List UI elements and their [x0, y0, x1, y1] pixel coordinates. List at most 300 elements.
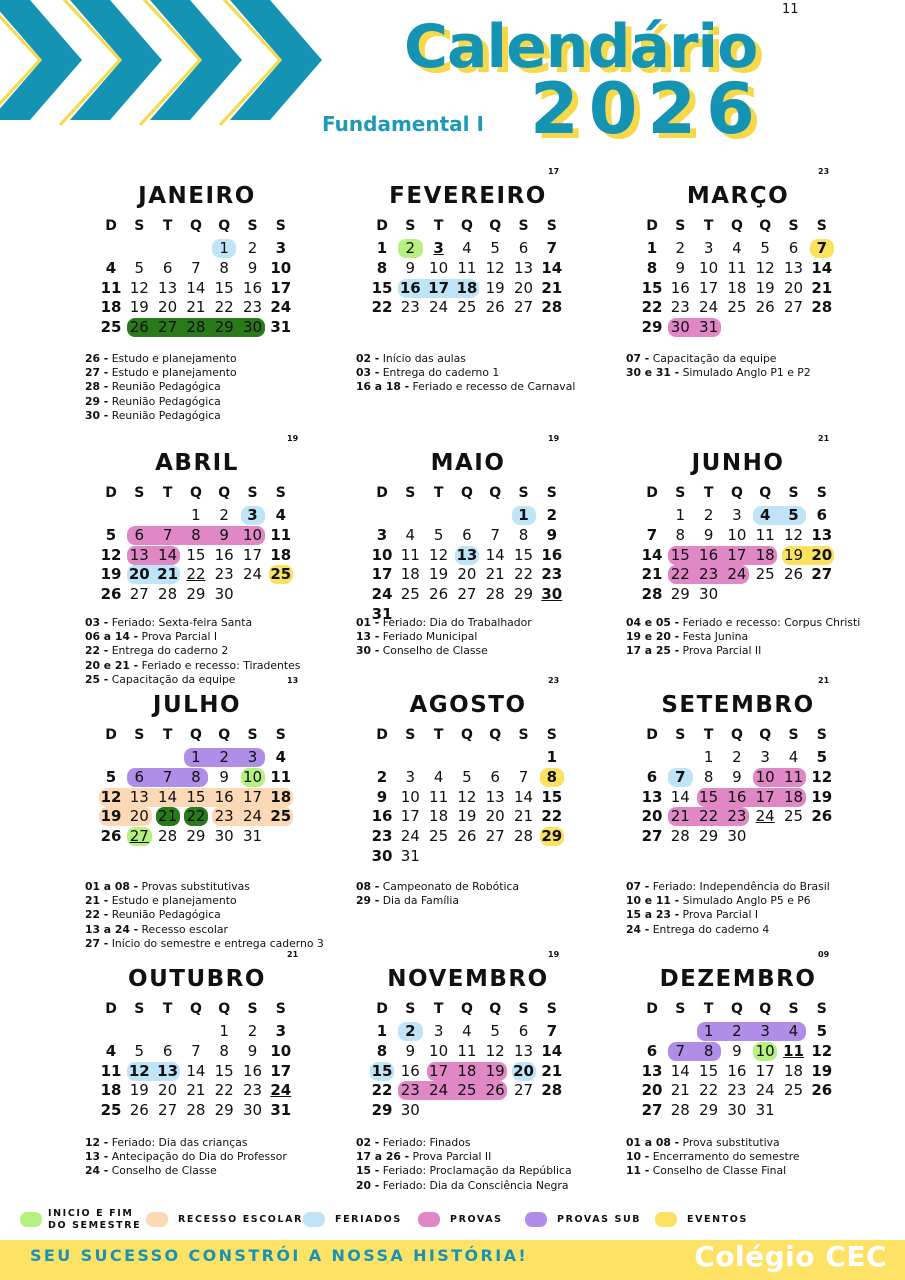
- day-cell[interactable]: 1: [518, 506, 529, 524]
- day-cell[interactable]: 9: [546, 525, 558, 544]
- day-cell[interactable]: 13: [641, 1061, 663, 1080]
- day-cell[interactable]: 30: [727, 1101, 747, 1120]
- day-cell[interactable]: 27: [811, 565, 833, 584]
- day-cell[interactable]: 20: [158, 298, 178, 317]
- day-cell[interactable]: 14: [158, 787, 178, 806]
- day-cell[interactable]: 24: [270, 298, 292, 317]
- day-cell[interactable]: 30: [214, 585, 234, 604]
- day-cell[interactable]: 9: [219, 525, 229, 544]
- day-cell[interactable]: 14: [186, 1061, 206, 1080]
- day-cell[interactable]: 24: [242, 807, 263, 826]
- day-cell[interactable]: 7: [191, 1041, 201, 1060]
- day-cell[interactable]: 15: [371, 278, 393, 297]
- day-cell[interactable]: 3: [275, 239, 287, 257]
- day-cell[interactable]: 6: [646, 767, 658, 786]
- day-cell[interactable]: 3: [433, 1022, 444, 1040]
- day-cell[interactable]: 8: [703, 767, 714, 786]
- day-cell[interactable]: 20: [811, 545, 833, 564]
- day-cell[interactable]: 4: [433, 767, 444, 786]
- day-cell[interactable]: 11: [783, 1041, 804, 1060]
- day-cell[interactable]: 13: [157, 1061, 179, 1080]
- day-cell[interactable]: 13: [129, 545, 149, 564]
- day-cell[interactable]: 6: [462, 525, 472, 544]
- day-cell[interactable]: 24: [371, 585, 393, 604]
- day-cell[interactable]: 2: [219, 748, 229, 766]
- day-cell[interactable]: 29: [214, 1101, 234, 1120]
- day-cell[interactable]: 31: [755, 1101, 775, 1120]
- day-cell[interactable]: 10: [429, 258, 449, 277]
- day-cell[interactable]: 27: [129, 585, 149, 604]
- day-cell[interactable]: 12: [811, 1041, 833, 1060]
- day-cell[interactable]: 24: [429, 298, 449, 317]
- day-cell[interactable]: 8: [376, 258, 388, 277]
- day-cell[interactable]: 22: [214, 298, 234, 317]
- day-cell[interactable]: 7: [546, 1022, 558, 1040]
- day-cell[interactable]: 11: [270, 767, 292, 786]
- day-cell[interactable]: 18: [755, 545, 775, 564]
- day-cell[interactable]: 2: [675, 239, 686, 257]
- day-cell[interactable]: 16: [214, 787, 234, 806]
- day-cell[interactable]: 19: [429, 565, 449, 584]
- day-cell[interactable]: 4: [788, 748, 799, 766]
- day-cell[interactable]: 19: [811, 1061, 833, 1080]
- day-cell[interactable]: 25: [755, 565, 775, 584]
- day-cell[interactable]: 28: [186, 1101, 206, 1120]
- day-cell[interactable]: 28: [641, 585, 663, 604]
- day-cell[interactable]: 22: [699, 1081, 719, 1100]
- day-cell[interactable]: 20: [783, 278, 804, 297]
- day-cell[interactable]: 18: [100, 298, 122, 317]
- day-cell[interactable]: 17: [270, 278, 292, 297]
- day-cell[interactable]: 15: [186, 787, 206, 806]
- day-cell[interactable]: 7: [646, 525, 658, 544]
- day-cell[interactable]: 14: [670, 787, 690, 806]
- day-cell[interactable]: 4: [105, 258, 117, 277]
- day-cell[interactable]: 28: [186, 318, 206, 337]
- day-cell[interactable]: 11: [755, 525, 775, 544]
- day-cell[interactable]: 7: [518, 767, 529, 786]
- day-cell[interactable]: 7: [191, 258, 201, 277]
- day-cell[interactable]: 14: [485, 545, 505, 564]
- day-cell[interactable]: 11: [400, 545, 420, 564]
- day-cell[interactable]: 9: [247, 258, 258, 277]
- day-cell[interactable]: 16: [727, 1061, 747, 1080]
- day-cell[interactable]: 17: [371, 565, 393, 584]
- day-cell[interactable]: 1: [703, 1022, 714, 1040]
- day-cell[interactable]: 12: [485, 1041, 505, 1060]
- day-cell[interactable]: 22: [371, 1081, 393, 1100]
- day-cell[interactable]: 7: [675, 1041, 686, 1060]
- day-cell[interactable]: 20: [641, 1081, 663, 1100]
- day-cell[interactable]: 4: [105, 1041, 117, 1060]
- day-cell[interactable]: 8: [219, 258, 229, 277]
- day-cell[interactable]: 13: [641, 787, 663, 806]
- day-cell[interactable]: 29: [371, 1101, 393, 1120]
- day-cell[interactable]: 15: [699, 787, 719, 806]
- day-cell[interactable]: 21: [158, 807, 178, 826]
- day-cell[interactable]: 23: [670, 298, 690, 317]
- day-cell[interactable]: 5: [105, 767, 117, 786]
- day-cell[interactable]: 10: [270, 258, 292, 277]
- day-cell[interactable]: 22: [513, 565, 534, 584]
- day-cell[interactable]: 17: [242, 787, 263, 806]
- day-cell[interactable]: 22: [641, 298, 663, 317]
- day-cell[interactable]: 11: [100, 1061, 122, 1080]
- day-cell[interactable]: 25: [100, 318, 122, 337]
- day-cell[interactable]: 17: [755, 1061, 775, 1080]
- day-cell[interactable]: 21: [670, 1081, 690, 1100]
- day-cell[interactable]: 1: [703, 748, 714, 766]
- day-cell[interactable]: 2: [732, 748, 742, 766]
- day-cell[interactable]: 16: [399, 278, 421, 297]
- day-cell[interactable]: 8: [191, 525, 201, 544]
- day-cell[interactable]: 26: [429, 585, 449, 604]
- day-cell[interactable]: 3: [405, 767, 416, 786]
- day-cell[interactable]: 12: [811, 767, 833, 786]
- day-cell[interactable]: 3: [275, 1022, 287, 1040]
- day-cell[interactable]: 23: [727, 1081, 747, 1100]
- day-cell[interactable]: 28: [811, 298, 833, 317]
- day-cell[interactable]: 1: [546, 748, 558, 766]
- day-cell[interactable]: 26: [129, 318, 149, 337]
- day-cell[interactable]: 4: [405, 525, 416, 544]
- day-cell[interactable]: 29: [699, 827, 719, 846]
- day-cell[interactable]: 11: [100, 278, 122, 297]
- day-cell[interactable]: 26: [783, 565, 804, 584]
- day-cell[interactable]: 12: [100, 787, 122, 806]
- day-cell[interactable]: 2: [703, 506, 714, 524]
- day-cell[interactable]: 26: [811, 807, 833, 826]
- day-cell[interactable]: 21: [485, 565, 505, 584]
- day-cell[interactable]: 19: [811, 787, 833, 806]
- day-cell[interactable]: 25: [270, 565, 292, 584]
- day-cell[interactable]: 14: [186, 278, 206, 297]
- day-cell[interactable]: 26: [457, 827, 477, 846]
- day-cell[interactable]: 19: [129, 298, 149, 317]
- day-cell[interactable]: 26: [811, 1081, 833, 1100]
- day-cell[interactable]: 3: [247, 748, 258, 766]
- day-cell[interactable]: 29: [670, 585, 690, 604]
- day-cell[interactable]: 17: [727, 545, 747, 564]
- day-cell[interactable]: 29: [186, 827, 206, 846]
- day-cell[interactable]: 13: [811, 525, 833, 544]
- day-cell[interactable]: 18: [400, 565, 420, 584]
- day-cell[interactable]: 26: [100, 827, 122, 846]
- day-cell[interactable]: 15: [699, 1061, 719, 1080]
- day-cell[interactable]: 22: [186, 807, 206, 826]
- day-cell[interactable]: 20: [128, 565, 150, 584]
- day-cell[interactable]: 23: [400, 1081, 420, 1100]
- day-cell[interactable]: 20: [641, 807, 663, 826]
- day-cell[interactable]: 14: [513, 787, 534, 806]
- day-cell[interactable]: 8: [191, 767, 201, 786]
- day-cell[interactable]: 27: [485, 827, 505, 846]
- day-cell[interactable]: 26: [100, 585, 122, 604]
- day-cell[interactable]: 13: [485, 787, 505, 806]
- day-cell[interactable]: 2: [405, 239, 416, 257]
- day-cell[interactable]: 19: [783, 545, 804, 564]
- day-cell[interactable]: 9: [247, 1041, 258, 1060]
- day-cell[interactable]: 8: [518, 525, 529, 544]
- day-cell[interactable]: 17: [242, 545, 263, 564]
- day-cell[interactable]: 6: [162, 258, 173, 277]
- day-cell[interactable]: 27: [783, 298, 804, 317]
- day-cell[interactable]: 25: [457, 298, 477, 317]
- day-cell[interactable]: 24: [400, 827, 420, 846]
- day-cell[interactable]: 25: [100, 1101, 122, 1120]
- day-cell[interactable]: 9: [405, 258, 416, 277]
- day-cell[interactable]: 28: [513, 827, 534, 846]
- day-cell[interactable]: 10: [727, 525, 747, 544]
- day-cell[interactable]: 7: [546, 239, 558, 257]
- day-cell[interactable]: 6: [646, 1041, 658, 1060]
- day-cell[interactable]: 22: [214, 1081, 234, 1100]
- day-cell[interactable]: 14: [541, 258, 563, 277]
- day-cell[interactable]: 8: [703, 1041, 714, 1060]
- day-cell[interactable]: 31: [371, 605, 393, 623]
- day-cell[interactable]: 20: [457, 565, 477, 584]
- day-cell[interactable]: 2: [732, 1022, 742, 1040]
- day-cell[interactable]: 25: [727, 298, 747, 317]
- day-cell[interactable]: 25: [429, 827, 449, 846]
- day-cell[interactable]: 10: [242, 767, 263, 786]
- day-cell[interactable]: 2: [247, 1022, 258, 1040]
- day-cell[interactable]: 29: [541, 827, 563, 846]
- day-cell[interactable]: 19: [457, 807, 477, 826]
- day-cell[interactable]: 21: [186, 1081, 206, 1100]
- day-cell[interactable]: 17: [699, 278, 719, 297]
- day-cell[interactable]: 27: [513, 1081, 534, 1100]
- day-cell[interactable]: 16: [242, 1061, 263, 1080]
- day-cell[interactable]: 19: [100, 807, 122, 826]
- day-cell[interactable]: 24: [429, 1081, 449, 1100]
- day-cell[interactable]: 16: [242, 278, 263, 297]
- day-cell[interactable]: 30: [670, 318, 690, 337]
- day-cell[interactable]: 6: [134, 525, 145, 544]
- day-cell[interactable]: 6: [490, 767, 500, 786]
- day-cell[interactable]: 6: [788, 239, 799, 257]
- day-cell[interactable]: 13: [129, 787, 149, 806]
- day-cell[interactable]: 11: [270, 525, 292, 544]
- day-cell[interactable]: 9: [732, 767, 742, 786]
- day-cell[interactable]: 15: [541, 787, 563, 806]
- day-cell[interactable]: 25: [783, 1081, 804, 1100]
- day-cell[interactable]: 29: [513, 585, 534, 604]
- day-cell[interactable]: 14: [158, 545, 178, 564]
- day-cell[interactable]: 13: [513, 1041, 534, 1060]
- day-cell[interactable]: 5: [462, 767, 472, 786]
- day-cell[interactable]: 2: [376, 767, 388, 786]
- day-cell[interactable]: 19: [129, 1081, 149, 1100]
- day-cell[interactable]: 24: [270, 1081, 292, 1100]
- day-cell[interactable]: 7: [162, 767, 173, 786]
- day-cell[interactable]: 21: [541, 1061, 563, 1080]
- day-cell[interactable]: 3: [760, 1022, 770, 1040]
- day-cell[interactable]: 23: [214, 565, 234, 584]
- day-cell[interactable]: 15: [371, 1061, 393, 1080]
- day-cell[interactable]: 15: [214, 278, 234, 297]
- day-cell[interactable]: 4: [462, 1022, 472, 1040]
- day-cell[interactable]: 7: [162, 525, 173, 544]
- day-cell[interactable]: 2: [546, 506, 558, 524]
- day-cell[interactable]: 31: [400, 847, 420, 865]
- day-cell[interactable]: 18: [727, 278, 747, 297]
- day-cell[interactable]: 4: [759, 506, 771, 524]
- day-cell[interactable]: 10: [429, 1041, 449, 1060]
- day-cell[interactable]: 24: [242, 565, 263, 584]
- day-cell[interactable]: 27: [158, 318, 178, 337]
- day-cell[interactable]: 20: [158, 1081, 178, 1100]
- day-cell[interactable]: 12: [129, 278, 149, 297]
- day-cell[interactable]: 21: [186, 298, 206, 317]
- day-cell[interactable]: 25: [270, 807, 292, 826]
- day-cell[interactable]: 23: [214, 807, 234, 826]
- day-cell[interactable]: 5: [816, 1022, 828, 1040]
- day-cell[interactable]: 25: [783, 807, 804, 826]
- day-cell[interactable]: 26: [485, 298, 505, 317]
- day-cell[interactable]: 5: [105, 525, 117, 544]
- day-cell[interactable]: 8: [546, 767, 558, 786]
- day-cell[interactable]: 3: [760, 748, 770, 766]
- day-cell[interactable]: 28: [541, 298, 563, 317]
- day-cell[interactable]: 16: [400, 1061, 420, 1080]
- day-cell[interactable]: 23: [242, 1081, 263, 1100]
- day-cell[interactable]: 5: [134, 1041, 145, 1060]
- day-cell[interactable]: 1: [376, 1022, 388, 1040]
- day-cell[interactable]: 6: [134, 767, 145, 786]
- day-cell[interactable]: 9: [405, 1041, 416, 1060]
- day-cell[interactable]: 27: [641, 1101, 663, 1120]
- day-cell[interactable]: 17: [400, 807, 420, 826]
- day-cell[interactable]: 5: [788, 506, 799, 524]
- day-cell[interactable]: 5: [433, 525, 444, 544]
- day-cell[interactable]: 18: [457, 1061, 477, 1080]
- day-cell[interactable]: 21: [513, 807, 534, 826]
- day-cell[interactable]: 5: [816, 748, 828, 766]
- day-cell[interactable]: 4: [732, 239, 742, 257]
- day-cell[interactable]: 3: [247, 506, 258, 524]
- day-cell[interactable]: 28: [670, 827, 690, 846]
- day-cell[interactable]: 11: [457, 258, 477, 277]
- day-cell[interactable]: 9: [376, 787, 388, 806]
- day-cell[interactable]: 2: [405, 1022, 416, 1040]
- day-cell[interactable]: 7: [816, 239, 828, 257]
- day-cell[interactable]: 4: [275, 506, 287, 524]
- day-cell[interactable]: 1: [219, 1022, 229, 1040]
- day-cell[interactable]: 10: [755, 1041, 775, 1060]
- day-cell[interactable]: 28: [158, 827, 178, 846]
- day-cell[interactable]: 22: [541, 807, 563, 826]
- day-cell[interactable]: 30: [242, 318, 263, 337]
- day-cell[interactable]: 21: [811, 278, 833, 297]
- day-cell[interactable]: 25: [457, 1081, 477, 1100]
- day-cell[interactable]: 8: [376, 1041, 388, 1060]
- day-cell[interactable]: 11: [429, 787, 449, 806]
- day-cell[interactable]: 3: [703, 239, 714, 257]
- day-cell[interactable]: 1: [376, 239, 388, 257]
- day-cell[interactable]: 28: [670, 1101, 690, 1120]
- day-cell[interactable]: 11: [727, 258, 747, 277]
- day-cell[interactable]: 13: [513, 258, 534, 277]
- day-cell[interactable]: 20: [513, 1061, 534, 1080]
- day-cell[interactable]: 28: [485, 585, 505, 604]
- day-cell[interactable]: 19: [755, 278, 775, 297]
- day-cell[interactable]: 27: [129, 827, 149, 846]
- day-cell[interactable]: 31: [699, 318, 719, 337]
- day-cell[interactable]: 16: [699, 545, 719, 564]
- day-cell[interactable]: 23: [727, 807, 747, 826]
- day-cell[interactable]: 18: [783, 1061, 804, 1080]
- day-cell[interactable]: 9: [219, 767, 229, 786]
- day-cell[interactable]: 30: [727, 827, 747, 846]
- day-cell[interactable]: 13: [783, 258, 804, 277]
- day-cell[interactable]: 30: [699, 585, 719, 604]
- day-cell[interactable]: 21: [157, 565, 179, 584]
- day-cell[interactable]: 8: [675, 525, 686, 544]
- day-cell[interactable]: 22: [670, 565, 690, 584]
- day-cell[interactable]: 18: [270, 545, 292, 564]
- day-cell[interactable]: 21: [541, 278, 563, 297]
- day-cell[interactable]: 22: [371, 298, 393, 317]
- day-cell[interactable]: 21: [670, 807, 690, 826]
- day-cell[interactable]: 25: [400, 585, 420, 604]
- day-cell[interactable]: 29: [214, 318, 234, 337]
- day-cell[interactable]: 24: [755, 807, 775, 826]
- day-cell[interactable]: 8: [219, 1041, 229, 1060]
- day-cell[interactable]: 19: [100, 565, 122, 584]
- day-cell[interactable]: 29: [699, 1101, 719, 1120]
- day-cell[interactable]: 16: [371, 807, 393, 826]
- day-cell[interactable]: 24: [755, 1081, 775, 1100]
- day-cell[interactable]: 9: [675, 258, 686, 277]
- day-cell[interactable]: 29: [186, 585, 206, 604]
- day-cell[interactable]: 14: [811, 258, 833, 277]
- day-cell[interactable]: 6: [518, 1022, 529, 1040]
- day-cell[interactable]: 28: [541, 1081, 563, 1100]
- day-cell[interactable]: 12: [457, 787, 477, 806]
- day-cell[interactable]: 3: [433, 239, 444, 257]
- day-cell[interactable]: 17: [428, 278, 450, 297]
- day-cell[interactable]: 20: [513, 278, 534, 297]
- day-cell[interactable]: 18: [270, 787, 292, 806]
- day-cell[interactable]: 7: [490, 525, 500, 544]
- day-cell[interactable]: 19: [485, 1061, 505, 1080]
- day-cell[interactable]: 23: [400, 298, 420, 317]
- day-cell[interactable]: 10: [755, 767, 775, 786]
- day-cell[interactable]: 20: [129, 807, 149, 826]
- day-cell[interactable]: 10: [400, 787, 420, 806]
- day-cell[interactable]: 19: [485, 278, 505, 297]
- day-cell[interactable]: 27: [158, 1101, 178, 1120]
- day-cell[interactable]: 6: [518, 239, 529, 257]
- day-cell[interactable]: 30: [400, 1101, 420, 1120]
- day-cell[interactable]: 3: [732, 506, 742, 524]
- day-cell[interactable]: 4: [788, 1022, 799, 1040]
- day-cell[interactable]: 12: [429, 545, 449, 564]
- day-cell[interactable]: 30: [214, 827, 234, 846]
- day-cell[interactable]: 26: [485, 1081, 505, 1100]
- day-cell[interactable]: 27: [457, 585, 477, 604]
- day-cell[interactable]: 24: [699, 298, 719, 317]
- day-cell[interactable]: 11: [457, 1041, 477, 1060]
- day-cell[interactable]: 10: [699, 258, 719, 277]
- day-cell[interactable]: 21: [641, 565, 663, 584]
- day-cell[interactable]: 2: [247, 239, 258, 257]
- day-cell[interactable]: 6: [162, 1041, 173, 1060]
- day-cell[interactable]: 12: [783, 525, 804, 544]
- day-cell[interactable]: 16: [214, 545, 234, 564]
- day-cell[interactable]: 18: [783, 787, 804, 806]
